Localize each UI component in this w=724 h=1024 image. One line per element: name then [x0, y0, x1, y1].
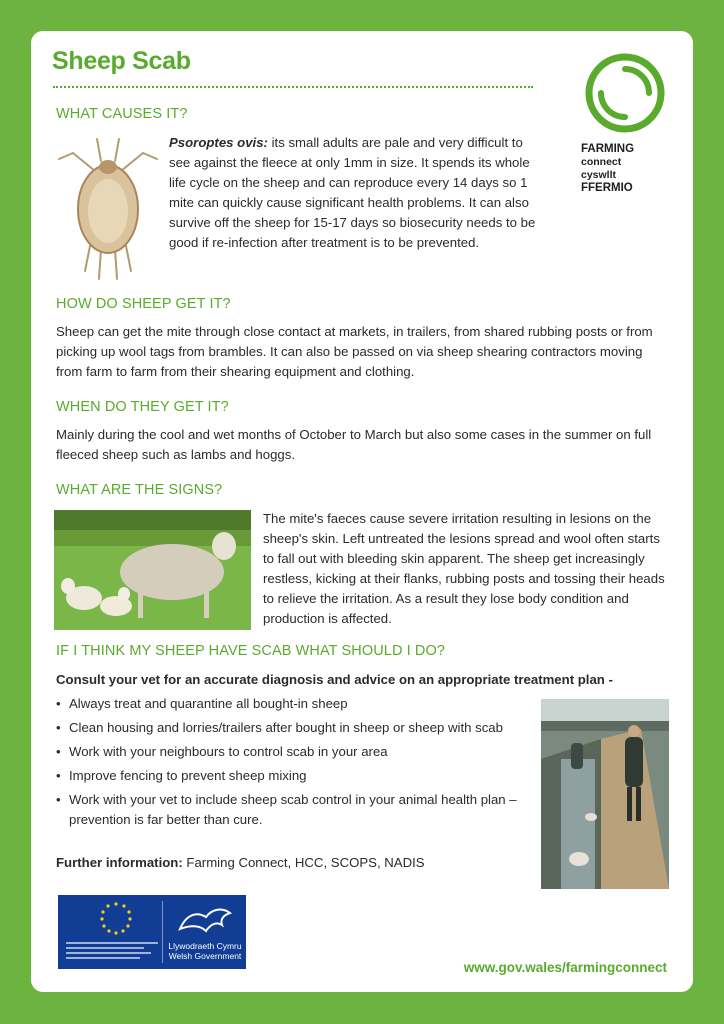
title-divider: [53, 86, 533, 88]
eu-text-lines: [66, 939, 158, 962]
further-text: Farming Connect, HCC, SCOPS, NADIS: [182, 855, 425, 870]
website-link[interactable]: www.gov.wales/farmingconnect: [463, 960, 667, 975]
action-list: [56, 694, 541, 834]
logo-line-2: connect: [581, 156, 622, 168]
action-heading: IF I THINK MY SHEEP HAVE SCAB WHAT SHOULD I DO?: [56, 643, 446, 659]
eu-flag-icon: [94, 900, 138, 936]
mite-icon: [55, 131, 161, 283]
welsh-government-text: Llywodraeth Cymru Welsh Government: [168, 941, 242, 961]
logo-line-4: FFERMIO: [581, 182, 633, 194]
list-item: • Improve fencing to prevent sheep mixing: [56, 766, 541, 786]
sheep-photo: [54, 510, 251, 630]
causes-body: its small adults are pale and very difficult to see against the fleece at only 1mm in size. It spends its whole life cycle on the sheep and can reproduce every 14 days so 1 mite can quickly cause significant health problems. It can also survive off the sheep for 15-17 days so biosecurity needs to be good if re-infection after treatment is to be prevented.: [169, 135, 536, 250]
causes-text: [169, 133, 545, 253]
dipping-photo: [541, 699, 669, 889]
signs-heading: WHAT ARE THE SIGNS?: [56, 482, 223, 498]
action-lead: Consult your vet for an accurate diagnosis and advice on an appropriate treatment plan -: [56, 672, 613, 687]
logo-line-3: cyswllt: [581, 169, 617, 181]
further-information: [56, 853, 536, 873]
eu-funding-logo: [58, 895, 246, 969]
sheep-image-icon: [54, 510, 251, 630]
farming-connect-logo: [581, 49, 673, 199]
list-item: • Work with your neighbours to control scab in your area: [56, 742, 541, 762]
how-heading: HOW DO SHEEP GET IT?: [56, 296, 231, 312]
welsh-dragon-icon: [176, 901, 236, 937]
causes-lead: Psoroptes ovis:: [169, 135, 268, 150]
page-title: Sheep Scab: [52, 47, 191, 75]
logo-line-1: FARMING: [581, 143, 635, 155]
when-heading: WHEN DO THEY GET IT?: [56, 399, 229, 415]
list-item: • Work with your vet to include sheep scab control in your animal health plan – prevention is far better than cure.: [56, 790, 541, 830]
list-item: • Clean housing and lorries/trailers after bought in sheep or sheep with scab: [56, 718, 541, 738]
list-item: • Always treat and quarantine all bought-in sheep: [56, 694, 541, 714]
further-label: Further information:: [56, 855, 183, 870]
mite-illustration: [55, 131, 161, 283]
when-text: Mainly during the cool and wet months of October to March but also some cases in the summer on full fleeced sheep such as lambs and hoggs.: [56, 427, 652, 462]
sheep-dip-image-icon: [541, 699, 669, 889]
how-text: Sheep can get the mite through close contact at markets, in trailers, from shared rubbing posts or from picking up wool tags from brambles. It can also be passed on via sheep shearing contractors moving from farm to farm from their shearing equipment and clothing.: [56, 324, 653, 379]
swirl-logo-icon: [581, 49, 669, 137]
causes-heading: WHAT CAUSES IT?: [56, 106, 188, 122]
leaflet-page: [31, 31, 693, 992]
signs-text: The mite's faeces cause severe irritation resulting in lesions on the sheep's skin. Left untreated the lesions spread and wool often starts to fall out with bleeding skin apparent. The sheep get increasingly restless, kicking at their flanks, rubbing posts and tossing their heads to relieve the irritation. As a result they lose body condition and production is affected.: [263, 511, 665, 626]
